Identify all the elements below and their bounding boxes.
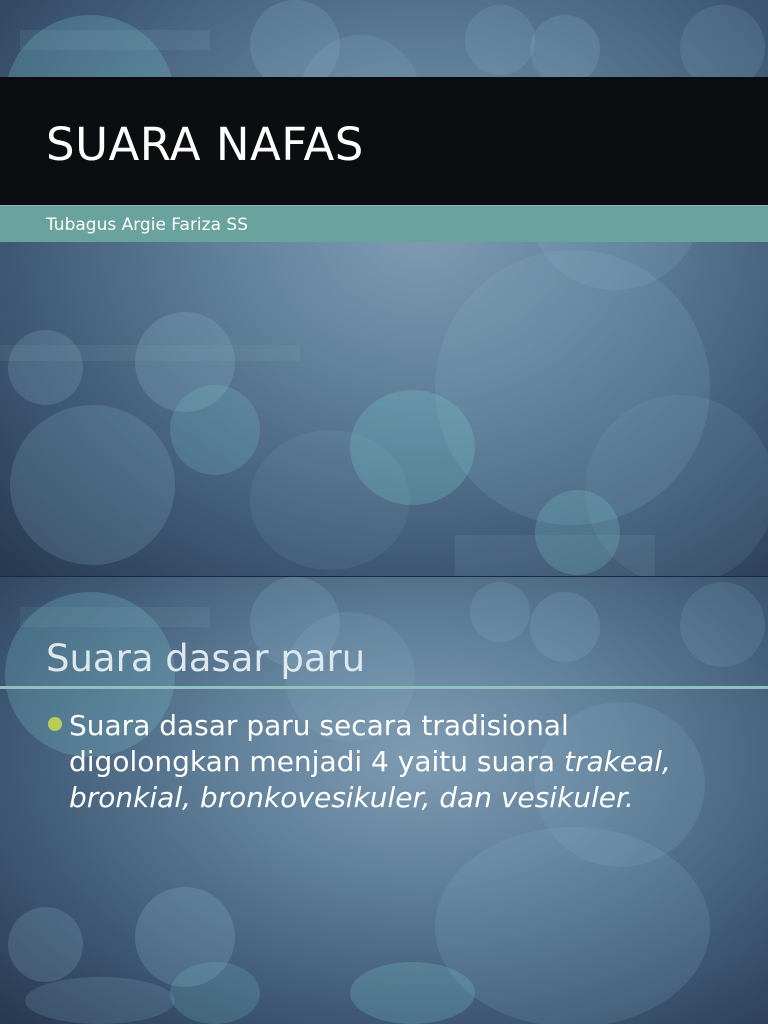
decorative-circle [470,582,530,642]
decorative-bar [20,607,210,627]
decorative-circle [170,385,260,475]
decorative-circle [530,592,600,662]
decorative-circle [530,15,600,85]
bullet-item [69,708,739,816]
decorative-circle [350,962,475,1024]
decorative-circle [10,405,175,565]
decorative-circle [435,827,710,1024]
decorative-bar [455,535,655,576]
decorative-circle [250,430,410,570]
decorative-circle [8,330,83,405]
slide-heading: Suara dasar paru [46,637,366,680]
decorative-circle [170,962,260,1024]
decorative-circle [465,5,535,75]
heading-rule [0,686,768,689]
bullet-text-italic: trakeal, bronkial, bronkovesikuler, dan vesikuler. [69,745,671,814]
slide-subtitle: Tubagus Argie Fariza SS [46,215,248,235]
decorative-circle [680,582,765,667]
bullet-text-plain: Suara dasar paru secara tradisional digolongkan menjadi 4 yaitu suara [69,709,569,778]
slide-title: SUARA NAFAS [46,118,364,171]
decorative-circle [8,907,83,982]
bullet-marker [48,717,62,731]
decorative-circle [25,977,175,1024]
decorative-bar [0,345,300,361]
